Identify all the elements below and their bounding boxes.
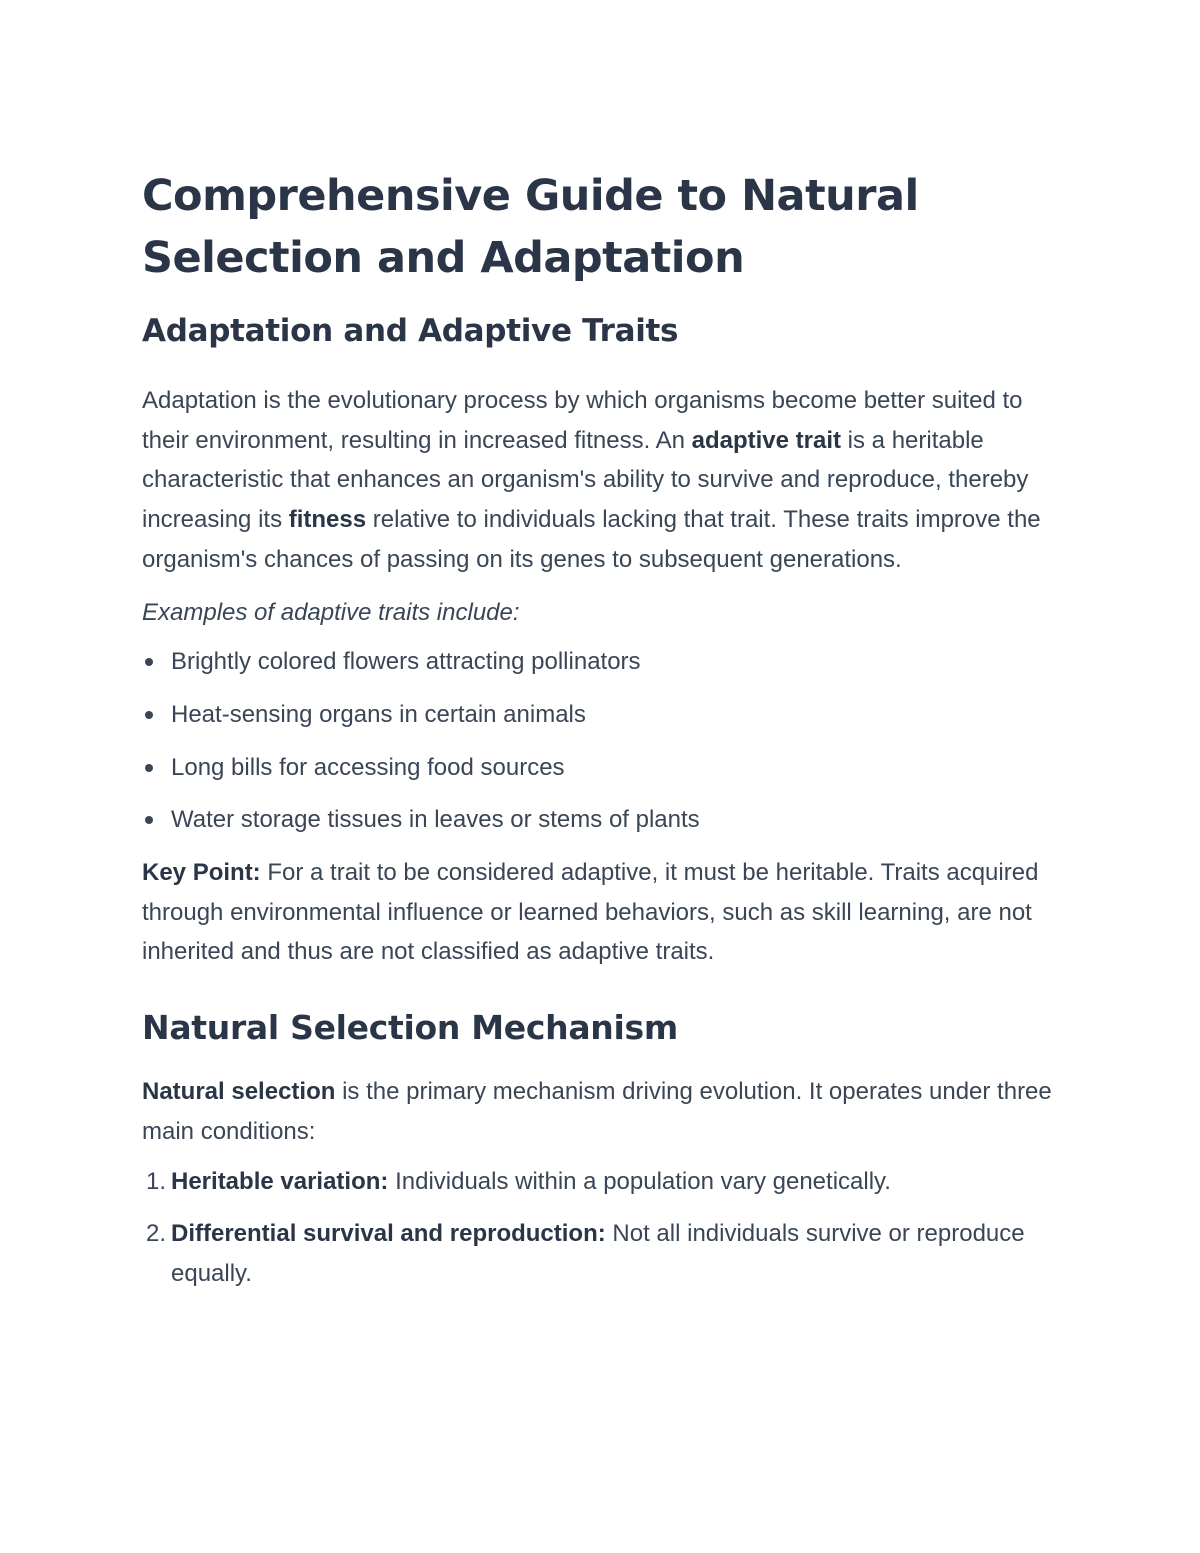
key-point-text: For a trait to be considered adaptive, it must be heritable. Traits acquired through environmental influence or learned behaviors, such as skill learning, are not inherited and thus are not classified as adaptive traits. [142, 859, 1039, 966]
list-item-text: Brightly colored flowers attracting pollinators [171, 648, 641, 676]
natural-selection-intro-paragraph [142, 1072, 1062, 1151]
section-heading-natural-selection: Natural Selection Mechanism [142, 1008, 678, 1048]
conditions-list [142, 1162, 1062, 1294]
document-page [142, 165, 1062, 1307]
condition-label: Differential survival and reproduction: [171, 1220, 606, 1248]
list-number: 1. [145, 1167, 166, 1195]
numbered-list-item [142, 1162, 1062, 1202]
intro-text-3: relative to individuals lacking that trait. These traits improve the organism's chances of passing on its genes to subsequent generations. [142, 506, 1041, 573]
list-item [142, 748, 1062, 788]
intro-text-1: Adaptation is the evolutionary process by which organisms become better suited to their environment, resulting in increased fitness. An [142, 387, 1023, 454]
condition-text: Not all individuals survive or reproduce equally. [171, 1220, 1025, 1287]
natural-selection-intro-text: is the primary mechanism driving evolution. It operates under three main conditions: [142, 1078, 1052, 1145]
list-item [142, 642, 1062, 682]
bullet-icon [145, 764, 153, 772]
numbered-list-item [142, 1214, 1062, 1293]
examples-list [142, 642, 1062, 840]
condition-label: Heritable variation: [171, 1167, 389, 1195]
key-point-label: Key Point: [142, 859, 261, 887]
list-item-text: Heat-sensing organs in certain animals [171, 700, 586, 728]
list-number: 2. [145, 1220, 166, 1248]
section-heading-adaptation: Adaptation and Adaptive Traits [142, 313, 679, 349]
term-natural-selection: Natural selection [142, 1078, 336, 1106]
list-item-text: Long bills for accessing food sources [171, 753, 565, 781]
term-fitness: fitness [288, 506, 367, 534]
term-adaptive-trait: adaptive trait [691, 426, 842, 454]
bullet-icon [145, 711, 153, 719]
bullet-icon [145, 816, 153, 824]
list-item-text: Water storage tissues in leaves or stems of plants [171, 806, 700, 834]
page-title: Comprehensive Guide to Natural Selection and Adaptation [142, 171, 919, 283]
bullet-icon [145, 658, 153, 666]
examples-label: Examples of adaptive traits include: [142, 598, 520, 626]
list-item [142, 695, 1062, 735]
intro-text-2: is a heritable characteristic that enhances an organism's ability to survive and reproduce, thereby increasing its [142, 426, 1029, 534]
condition-text: Individuals within a population vary genetically. [388, 1167, 891, 1195]
adaptation-intro-paragraph [142, 381, 1062, 580]
list-item [142, 800, 1062, 840]
key-point-paragraph [142, 853, 1062, 972]
